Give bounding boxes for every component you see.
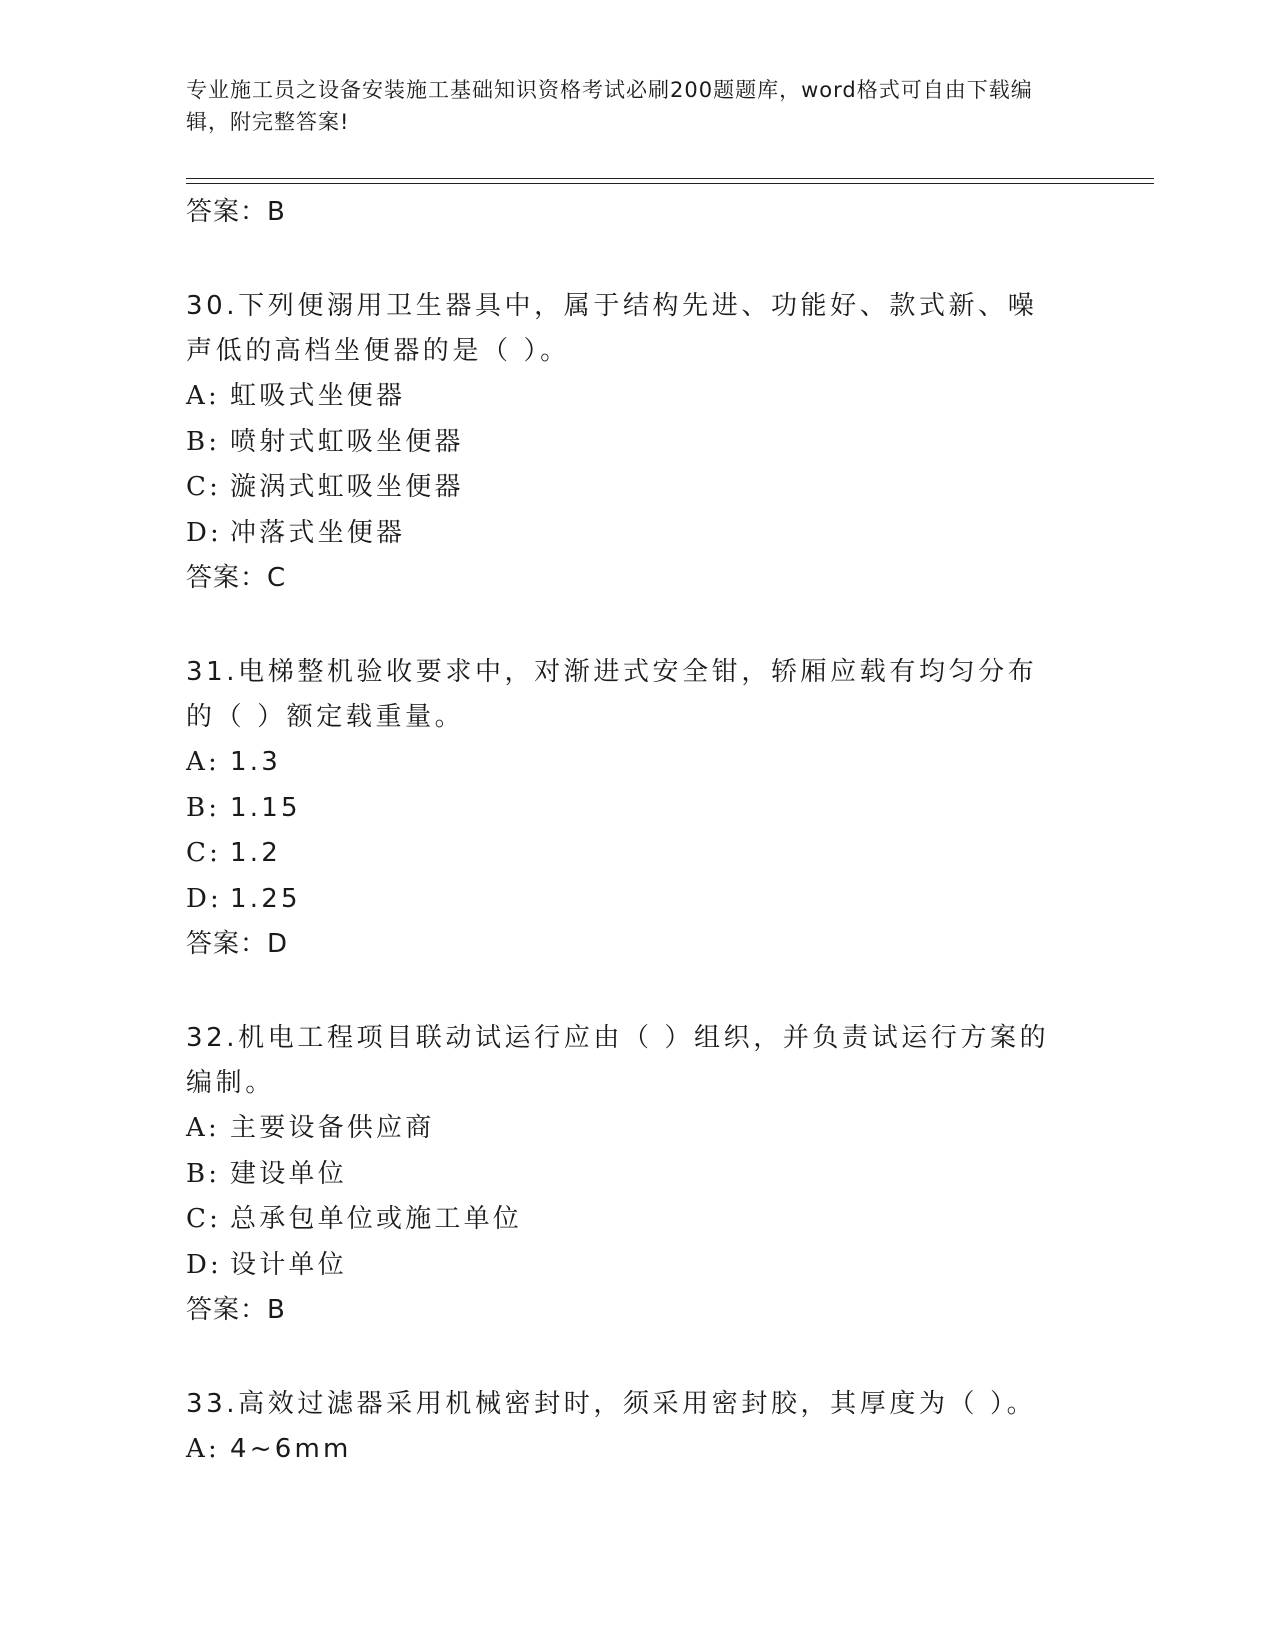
option-key: A:: [186, 747, 220, 777]
question-answer: 答案：B: [186, 1295, 286, 1325]
option-text: 4~6mm: [230, 1434, 352, 1464]
option-a: [186, 1427, 1086, 1473]
option-key: B:: [186, 1158, 221, 1189]
option-key: D:: [186, 1249, 223, 1280]
option-d: [186, 1243, 1086, 1289]
option-b: [186, 1152, 1086, 1198]
option-c: [186, 465, 1086, 511]
question-31: [186, 650, 1086, 966]
option-c: [186, 1197, 1086, 1243]
option-key: C:: [186, 1204, 222, 1234]
option-text: 喷射式虹吸坐便器: [230, 426, 464, 457]
option-a: [186, 1106, 1086, 1152]
option-text: 1.3: [230, 747, 281, 777]
option-b: [186, 420, 1086, 466]
document-header: 专业施工员之设备安装施工基础知识资格考试必刷200题题库，word格式可自由下载编辑，附完整答案!: [186, 78, 1033, 134]
question-stem: 32.机电工程项目联动试运行应由（ ）组织，并负责试运行方案的编制。: [186, 1023, 1050, 1098]
question-list: [186, 190, 1086, 1473]
option-b: [186, 786, 1086, 832]
option-c: [186, 831, 1086, 877]
question-stem: 33.高效过滤器采用机械密封时，须采用密封胶，其厚度为（ ）。: [186, 1389, 1037, 1419]
option-text: 1.25: [230, 883, 301, 914]
option-text: 虹吸式坐便器: [230, 381, 406, 411]
option-key: A:: [186, 1113, 220, 1143]
option-text: 总承包单位或施工单位: [230, 1204, 523, 1234]
question-stem: 31.电梯整机验收要求中，对渐进式安全钳，轿厢应载有均匀分布的（ ）额定载重量。: [186, 657, 1038, 732]
question-answer: 答案：D: [186, 929, 289, 959]
question-30: [186, 284, 1086, 600]
question-33: [186, 1382, 1086, 1473]
option-a: [186, 374, 1086, 420]
option-key: B:: [186, 792, 221, 823]
previous-answer: 答案：B: [186, 197, 286, 227]
header-divider-top: [186, 178, 1154, 179]
option-text: 冲落式坐便器: [230, 517, 406, 548]
option-text: 建设单位: [230, 1158, 347, 1189]
option-key: D:: [186, 883, 223, 914]
option-key: C:: [186, 838, 222, 868]
question-32: [186, 1016, 1086, 1332]
option-key: A:: [186, 381, 220, 411]
question-answer: 答案：C: [186, 563, 287, 593]
option-a: [186, 740, 1086, 786]
option-text: 1.15: [230, 792, 301, 823]
option-key: B:: [186, 426, 221, 457]
option-d: [186, 877, 1086, 923]
option-text: 漩涡式虹吸坐便器: [230, 472, 464, 502]
option-key: C:: [186, 472, 222, 502]
option-text: 主要设备供应商: [230, 1113, 435, 1143]
question-stem: 30.下列便溺用卫生器具中，属于结构先进、功能好、款式新、噪声低的高档坐便器的是（ ）。: [186, 291, 1038, 366]
option-text: 1.2: [230, 838, 281, 868]
option-d: [186, 511, 1086, 557]
header-divider-bottom: [186, 183, 1154, 184]
option-key: D:: [186, 517, 223, 548]
option-text: 设计单位: [230, 1249, 347, 1280]
option-key: A:: [186, 1434, 220, 1464]
